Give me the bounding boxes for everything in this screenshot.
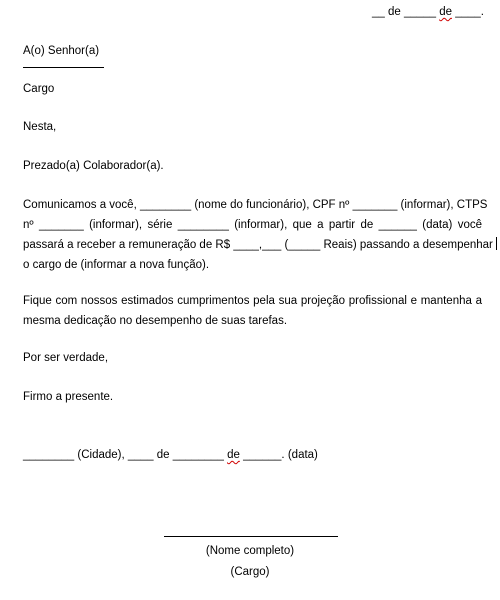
date-line-de1: de [388, 6, 401, 18]
place: Nesta, [23, 121, 57, 133]
recipient-name-line [23, 67, 104, 68]
year-blank: ______. [243, 449, 285, 461]
date-line-blank-month: _____ [404, 6, 436, 18]
date-line [372, 6, 484, 18]
closing-1: Por ser verdade, [23, 352, 109, 364]
signature-line [164, 536, 338, 537]
closing-2: Firmo a presente. [23, 391, 114, 403]
day-blank: ____ [127, 449, 154, 461]
date-line-blank-prefix: __ [372, 6, 385, 18]
body2-line-1: Fique com nossos estimados cumprimentos pela sua projeção profissional e mantenha a [23, 295, 482, 307]
body1-line-2: nº _______ (informar), série ________ (informar), que a partir de ______ (data) você [23, 219, 482, 231]
body1-line-1: Comunicamos a você, ________ (nome do funcionário), CPF nº _______ (informar), CTPS [23, 199, 488, 211]
city-date-line [23, 449, 318, 461]
greeting: Prezado(a) Colaborador(a). [23, 160, 164, 172]
month-blank: ________ [172, 449, 224, 461]
body1-line-4: o cargo de (informar a nova função). [23, 259, 210, 271]
signature-position: (Cargo) [230, 566, 270, 578]
body1-line-3-wrap [23, 235, 493, 255]
city-label: (Cidade), [77, 449, 125, 461]
body2-line-2: mesma dedicação no desempenho de suas tarefas. [23, 315, 288, 327]
city-date-de2: de [227, 449, 240, 461]
signature-name: (Nome completo) [205, 545, 295, 557]
city-blank: ________ [23, 449, 75, 461]
date-label: (data) [287, 449, 318, 461]
date-line-blank-year: ____. [455, 6, 484, 18]
body1-line-3: passará a receber a remuneração de R$ ____,___ (_____ Reais) passando a desempenhar [23, 239, 493, 251]
body-paragraph-2 [23, 291, 482, 331]
recipient-salutation: A(o) Senhor(a) [23, 45, 100, 57]
body-paragraph-1 [23, 195, 493, 275]
city-date-de1: de [156, 449, 170, 461]
text-cursor [496, 237, 497, 250]
date-line-de2: de [439, 6, 452, 18]
recipient-position: Cargo [23, 83, 55, 95]
